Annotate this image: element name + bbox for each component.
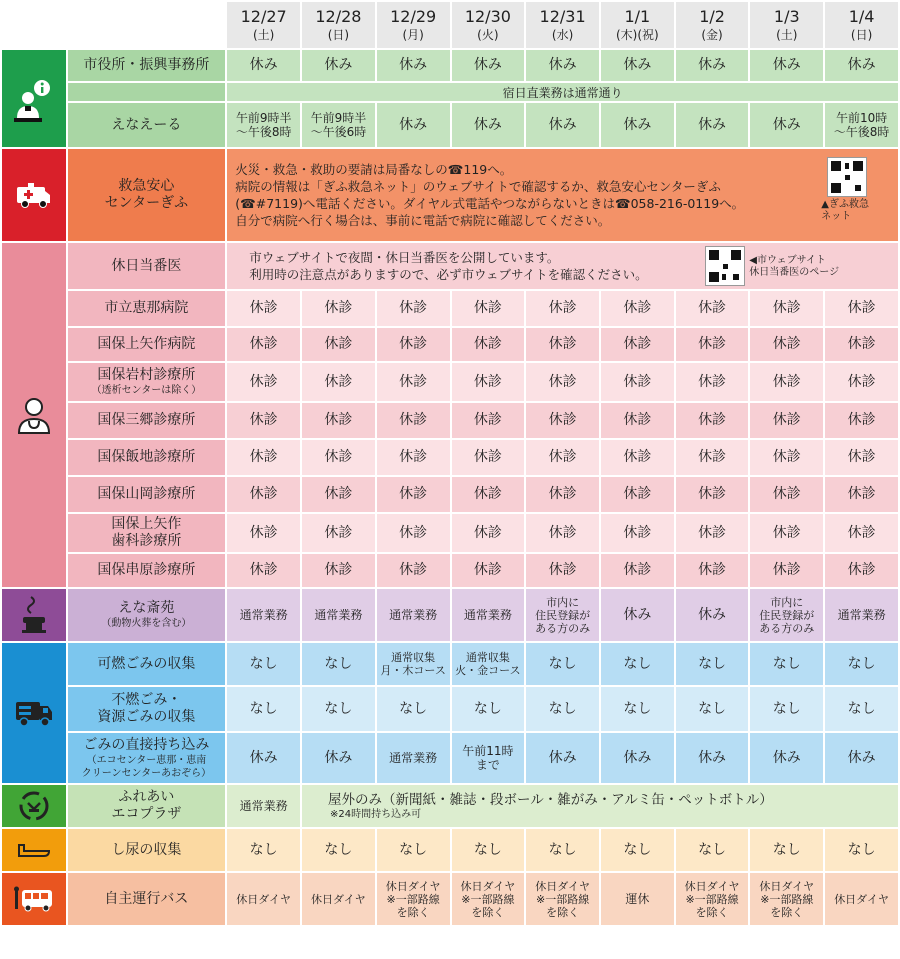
date-header <box>750 2 823 48</box>
schedule-cell: 通常収集 月・木コース <box>377 643 450 685</box>
table-row <box>2 514 898 552</box>
garbage-truck-icon <box>2 643 66 783</box>
schedule-cell: 休診 <box>302 440 375 475</box>
schedule-cell: 休診 <box>302 328 375 361</box>
crematorium-icon <box>2 589 66 641</box>
schedule-cell: 休み <box>377 103 450 147</box>
schedule-cell: 休診 <box>377 514 450 552</box>
schedule-cell: 通常業務 <box>452 589 525 641</box>
schedule-cell: 休診 <box>601 440 674 475</box>
schedule-cell: 休み <box>526 733 599 783</box>
header-blank <box>68 2 226 48</box>
schedule-cell: 休み <box>377 50 450 81</box>
schedule-cell: なし <box>825 687 898 731</box>
schedule-cell: なし <box>526 687 599 731</box>
schedule-cell: 休診 <box>227 514 300 552</box>
schedule-cell: 通常業務 <box>377 589 450 641</box>
table-row <box>2 477 898 512</box>
schedule-cell: 休診 <box>750 554 823 587</box>
row-label: 国保飯地診療所 <box>68 440 226 475</box>
schedule-cell: 休診 <box>452 440 525 475</box>
table-row <box>2 291 898 326</box>
schedule-cell: 休日ダイヤ ※一部路線 を除く <box>676 873 749 925</box>
schedule-cell: 休診 <box>227 554 300 587</box>
schedule-cell: 休み <box>676 50 749 81</box>
note-line: 病院の情報は「ぎふ救急ネット」のウェブサイトで確認するか、救急安心センターぎふ <box>235 179 721 194</box>
doctor-icon <box>2 243 66 587</box>
schedule-cell: なし <box>750 643 823 685</box>
schedule-cell: 休診 <box>526 514 599 552</box>
schedule-cell: なし <box>227 829 300 871</box>
schedule-cell: 休診 <box>825 291 898 326</box>
schedule-cell: なし <box>302 687 375 731</box>
schedule-cell: 休日ダイヤ <box>227 873 300 925</box>
table-row <box>2 103 898 147</box>
schedule-cell: 休み <box>526 103 599 147</box>
date-header <box>452 2 525 48</box>
day-of-week: (日) <box>327 28 350 42</box>
schedule-cell: 通常業務 <box>302 589 375 641</box>
schedule-cell: なし <box>676 643 749 685</box>
schedule-cell: 通常業務 <box>227 785 300 827</box>
date: 12/27 <box>240 7 287 26</box>
schedule-cell: 休診 <box>526 440 599 475</box>
table-row <box>2 403 898 438</box>
schedule-cell: 休診 <box>526 291 599 326</box>
date: 12/29 <box>390 7 437 26</box>
table-row <box>2 363 898 401</box>
schedule-cell: 休診 <box>227 477 300 512</box>
schedule-cell: 休診 <box>302 477 375 512</box>
schedule-cell: 休診 <box>526 477 599 512</box>
day-of-week: (土) <box>776 28 798 42</box>
recycle-icon <box>2 785 66 827</box>
row-label-blank <box>68 83 226 101</box>
table-row <box>2 50 898 81</box>
row-label-sub: （透析センターは除く） <box>91 385 202 396</box>
date-header <box>227 2 300 48</box>
date: 12/28 <box>315 7 362 26</box>
day-of-week: (月) <box>402 28 424 42</box>
schedule-cell: 休診 <box>676 477 749 512</box>
row-label <box>68 733 226 783</box>
date-header <box>825 2 898 48</box>
schedule-cell: なし <box>750 829 823 871</box>
schedule-cell: 休診 <box>825 554 898 587</box>
date: 12/31 <box>539 7 586 26</box>
schedule-cell: 休み <box>825 733 898 783</box>
schedule-cell: 休診 <box>302 403 375 438</box>
qr-code-icon[interactable] <box>827 157 867 197</box>
span-note: 宿日直業務は通常通り <box>227 83 898 101</box>
schedule-cell: なし <box>227 643 300 685</box>
schedule-cell: 休み <box>676 589 749 641</box>
note-line: 火災・救急・救助の要請は局番なしの☎119へ。 <box>235 162 513 177</box>
schedule-cell: 午前11時 まで <box>452 733 525 783</box>
header-blank <box>2 2 66 48</box>
date: 1/4 <box>848 7 875 26</box>
schedule-cell: 休み <box>452 103 525 147</box>
table-row <box>2 149 898 241</box>
schedule-cell: 休診 <box>302 291 375 326</box>
row-label: 国保串原診療所 <box>68 554 226 587</box>
row-label-main: 国保岩村診療所 <box>97 367 196 383</box>
date-header <box>526 2 599 48</box>
schedule-cell: 休診 <box>302 363 375 401</box>
schedule-cell: 休み <box>825 50 898 81</box>
schedule-cell: 休診 <box>227 440 300 475</box>
row-label: 国保三郷診療所 <box>68 403 226 438</box>
schedule-cell: 休診 <box>601 363 674 401</box>
note-line: 自分で病院へ行く場合は、事前に電話で病院に確認してください。 <box>235 213 611 228</box>
row-label: 市役所・振興事務所 <box>68 50 226 81</box>
header-row <box>2 2 898 48</box>
schedule-cell: 休診 <box>601 514 674 552</box>
table-row <box>2 589 898 641</box>
row-label-sub: （動物火葬を含む） <box>101 618 192 629</box>
schedule-cell: 休日ダイヤ ※一部路線 を除く <box>377 873 450 925</box>
date: 12/30 <box>464 7 511 26</box>
schedule-cell: 運休 <box>601 873 674 925</box>
schedule-cell: 休み <box>227 733 300 783</box>
schedule-cell: なし <box>452 829 525 871</box>
schedule-cell: 休診 <box>452 403 525 438</box>
qr-code-icon[interactable] <box>705 246 745 286</box>
schedule-cell: 休診 <box>377 363 450 401</box>
schedule-cell: 休診 <box>676 291 749 326</box>
schedule-cell: 市内に 住民登録が ある方のみ <box>526 589 599 641</box>
schedule-cell: 休診 <box>377 328 450 361</box>
schedule-cell: なし <box>452 687 525 731</box>
schedule-cell: 休診 <box>452 514 525 552</box>
note-sub: ※24時間持ち込み可 <box>330 808 422 820</box>
schedule-cell: 休日ダイヤ ※一部路線 を除く <box>750 873 823 925</box>
schedule-cell: 休診 <box>452 363 525 401</box>
schedule-cell: 休診 <box>377 403 450 438</box>
table-row <box>2 554 898 587</box>
table-row <box>2 643 898 685</box>
schedule-cell: 休診 <box>452 477 525 512</box>
schedule-cell: 通常収集 火・金コース <box>452 643 525 685</box>
schedule-cell: 休み <box>227 50 300 81</box>
schedule-cell: 休診 <box>227 328 300 361</box>
schedule-cell: 休み <box>750 103 823 147</box>
schedule-cell: なし <box>377 687 450 731</box>
row-label: 可燃ごみの収集 <box>68 643 226 685</box>
schedule-cell: 休診 <box>750 363 823 401</box>
schedule-cell: なし <box>526 829 599 871</box>
info-person-icon <box>2 50 66 147</box>
date-header <box>377 2 450 48</box>
schedule-cell: 休診 <box>750 440 823 475</box>
schedule-cell: 休診 <box>676 363 749 401</box>
schedule-cell: 休診 <box>825 328 898 361</box>
schedule-cell: 市内に 住民登録が ある方のみ <box>750 589 823 641</box>
date: 1/2 <box>699 7 725 26</box>
schedule-cell: 休診 <box>750 291 823 326</box>
qr-caption: ▲ぎふ救急 ネット <box>821 199 869 222</box>
schedule-cell: 休診 <box>377 291 450 326</box>
row-label: 国保上矢作病院 <box>68 328 226 361</box>
table-row <box>2 785 898 827</box>
table-row <box>2 83 898 101</box>
schedule-cell: 休み <box>526 50 599 81</box>
schedule-cell: 休診 <box>452 554 525 587</box>
row-label-main: えな斎苑 <box>118 600 175 616</box>
table-row <box>2 733 898 783</box>
schedule-cell: 休診 <box>227 403 300 438</box>
schedule-cell: 休診 <box>750 477 823 512</box>
schedule-cell: 休診 <box>601 554 674 587</box>
schedule-cell: 休診 <box>825 514 898 552</box>
schedule-cell: 午前10時 ～午後8時 <box>825 103 898 147</box>
schedule-cell: 休み <box>750 50 823 81</box>
schedule-cell: 休診 <box>601 403 674 438</box>
schedule-cell: 休日ダイヤ <box>825 873 898 925</box>
schedule-cell: 休診 <box>825 403 898 438</box>
schedule-cell: 休診 <box>377 440 450 475</box>
day-of-week: (木)(祝) <box>615 28 659 42</box>
schedule-cell: 休診 <box>377 554 450 587</box>
table-row <box>2 328 898 361</box>
table-row <box>2 873 898 925</box>
schedule-cell: なし <box>526 643 599 685</box>
schedule-cell: 休み <box>601 50 674 81</box>
table-row <box>2 829 898 871</box>
schedule-cell: 休み <box>302 50 375 81</box>
schedule-cell: 休診 <box>676 514 749 552</box>
schedule-cell: 休診 <box>601 477 674 512</box>
row-label: 救急安心 センターぎふ <box>68 149 226 241</box>
schedule-cell: 休み <box>601 103 674 147</box>
schedule-cell: 休み <box>601 733 674 783</box>
row-label-main: ごみの直接持ち込み <box>83 736 210 753</box>
schedule-cell: 休み <box>676 733 749 783</box>
eco-plaza-note <box>302 785 898 827</box>
schedule-cell: 休診 <box>750 328 823 361</box>
schedule-cell: 休み <box>676 103 749 147</box>
schedule-cell: 休み <box>601 589 674 641</box>
schedule-cell: 休診 <box>526 363 599 401</box>
row-label: 休日当番医 <box>68 243 226 289</box>
schedule-cell: なし <box>676 687 749 731</box>
schedule-cell: 休日ダイヤ ※一部路線 を除く <box>526 873 599 925</box>
schedule-cell: 通常業務 <box>825 589 898 641</box>
schedule-cell: 休診 <box>227 363 300 401</box>
note-line: 市ウェブサイトで夜間・休日当番医を公開しています。 <box>249 250 560 265</box>
schedule-cell: 休診 <box>452 291 525 326</box>
schedule-cell: 休診 <box>676 440 749 475</box>
schedule-cell: なし <box>601 687 674 731</box>
schedule-cell: 休み <box>750 733 823 783</box>
schedule-cell: 休診 <box>676 554 749 587</box>
schedule-cell: 休診 <box>825 477 898 512</box>
schedule-cell: 休診 <box>825 363 898 401</box>
row-label: 国保山岡診療所 <box>68 477 226 512</box>
schedule-cell: 休診 <box>825 440 898 475</box>
day-of-week: (日) <box>850 28 873 42</box>
day-of-week: (水) <box>551 28 574 42</box>
schedule-cell: なし <box>302 829 375 871</box>
table-row <box>2 440 898 475</box>
schedule-cell: 休診 <box>227 291 300 326</box>
row-label: し尿の収集 <box>68 829 226 871</box>
date: 1/3 <box>773 7 800 26</box>
schedule-cell: 休診 <box>676 403 749 438</box>
ambulance-icon <box>2 149 66 241</box>
date-header <box>601 2 674 48</box>
schedule-cell: 休診 <box>526 554 599 587</box>
row-label: 国保上矢作 歯科診療所 <box>68 514 226 552</box>
row-label <box>68 589 226 641</box>
holiday-doctor-note <box>227 243 898 289</box>
day-of-week: (土) <box>252 28 275 42</box>
schedule-cell: 通常業務 <box>377 733 450 783</box>
row-label: 市立恵那病院 <box>68 291 226 326</box>
table-row <box>2 687 898 731</box>
emergency-note <box>227 149 898 241</box>
schedule-cell: なし <box>825 829 898 871</box>
schedule-cell: 休み <box>452 50 525 81</box>
schedule-cell: 休日ダイヤ <box>302 873 375 925</box>
schedule-cell: 通常業務 <box>227 589 300 641</box>
row-label <box>68 363 226 401</box>
schedule-cell: 休日ダイヤ ※一部路線 を除く <box>452 873 525 925</box>
table-row <box>2 243 898 289</box>
bus-icon <box>2 873 66 925</box>
schedule-cell: 休診 <box>526 328 599 361</box>
date-header <box>302 2 375 48</box>
schedule-cell: 休診 <box>676 328 749 361</box>
note-line: 利用時の注意点がありますので、必ず市ウェブサイトを確認ください。 <box>249 267 648 282</box>
schedule-cell: なし <box>676 829 749 871</box>
schedule-cell: なし <box>825 643 898 685</box>
schedule-cell: 休診 <box>601 328 674 361</box>
schedule-cell: 午前9時半 ～午後6時 <box>302 103 375 147</box>
date-header <box>676 2 749 48</box>
schedule-cell: 休診 <box>601 291 674 326</box>
schedule-cell: 休み <box>302 733 375 783</box>
schedule-cell: なし <box>227 687 300 731</box>
schedule-cell: 休診 <box>526 403 599 438</box>
row-label: ふれあい エコプラザ <box>68 785 226 827</box>
schedule-cell: なし <box>750 687 823 731</box>
schedule-cell: 午前9時半 ～午後8時 <box>227 103 300 147</box>
day-of-week: (金) <box>701 28 723 42</box>
day-of-week: (火) <box>477 28 499 42</box>
row-label: 不燃ごみ・ 資源ごみの収集 <box>68 687 226 731</box>
row-label-sub: （エコセンター恵那・恵南 クリーンセンターあおぞら） <box>81 754 212 779</box>
schedule-cell: 休診 <box>452 328 525 361</box>
schedule-cell: 休診 <box>302 514 375 552</box>
note-line: (☎#7119)へ電話ください。ダイヤル式電話やつながらないときは☎058-216-0119へ。 <box>235 196 745 211</box>
row-label: えなえーる <box>68 103 226 147</box>
row-label: 自主運行バス <box>68 873 226 925</box>
schedule-cell: 休診 <box>750 403 823 438</box>
schedule-cell: 休診 <box>750 514 823 552</box>
date: 1/1 <box>624 7 651 26</box>
qr-caption: ◀市ウェブサイト 休日当番医のページ <box>749 255 840 278</box>
schedule-cell: なし <box>601 643 674 685</box>
schedule-cell: なし <box>601 829 674 871</box>
schedule-cell: 休診 <box>377 477 450 512</box>
schedule-cell: なし <box>302 643 375 685</box>
toilet-icon <box>2 829 66 871</box>
schedule-cell: 休診 <box>302 554 375 587</box>
schedule-cell: なし <box>377 829 450 871</box>
note-line: 屋外のみ（新聞紙・雑誌・段ボール・雑がみ・アルミ缶・ペットボトル） <box>328 791 773 808</box>
